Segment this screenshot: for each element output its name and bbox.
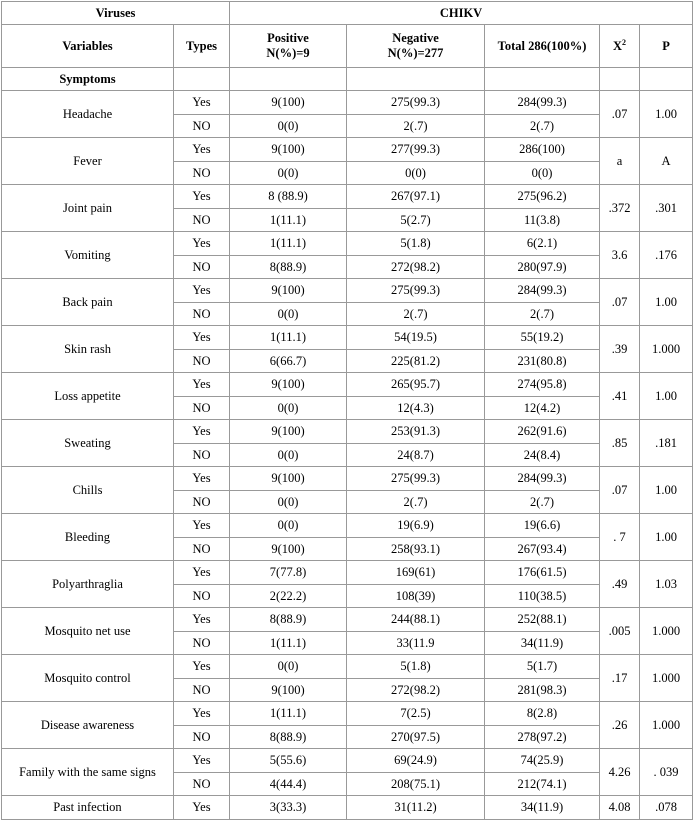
positive-cell: 0(0) [230,490,347,514]
total-cell: 0(0) [485,161,600,185]
negative-cell: 5(1.8) [347,655,485,679]
table-row [2,796,693,820]
table-row [2,373,693,397]
type-cell: Yes [174,514,230,538]
total-cell: 274(95.8) [485,373,600,397]
positive-header [230,25,347,68]
viruses-header: Viruses [2,2,230,25]
positive-cell: 3(33.3) [230,796,347,820]
negative-cell: 272(98.2) [347,255,485,279]
chi-square-cell: .07 [600,467,640,514]
negative-cell: 275(99.3) [347,91,485,115]
positive-cell: 8(88.9) [230,725,347,749]
negative-cell: 275(99.3) [347,467,485,491]
positive-cell: 0(0) [230,655,347,679]
positive-header-line1: Positive [267,31,309,45]
variable-cell: Disease awareness [2,702,174,749]
p-value-cell: 1.000 [640,655,693,702]
positive-cell: 1(11.1) [230,232,347,256]
total-header: Total 286(100%) [485,25,600,68]
negative-cell: 208(75.1) [347,772,485,796]
type-cell: Yes [174,796,230,820]
negative-header-line2: N(%)=277 [387,46,444,60]
negative-cell: 265(95.7) [347,373,485,397]
negative-cell: 54(19.5) [347,326,485,350]
positive-cell: 9(100) [230,467,347,491]
type-cell: NO [174,255,230,279]
variable-cell: Mosquito net use [2,608,174,655]
negative-cell: 2(.7) [347,114,485,138]
total-cell: 284(99.3) [485,467,600,491]
negative-cell: 225(81.2) [347,349,485,373]
type-cell: Yes [174,655,230,679]
chi-square-cell: .85 [600,420,640,467]
type-cell: Yes [174,279,230,303]
table-row [2,420,693,444]
positive-cell: 6(66.7) [230,349,347,373]
total-cell: 286(100) [485,138,600,162]
negative-cell: 24(8.7) [347,443,485,467]
chi-square-cell: 3.6 [600,232,640,279]
type-cell: Yes [174,561,230,585]
table-row [2,608,693,632]
total-cell: 267(93.4) [485,537,600,561]
chikv-header: CHIKV [230,2,693,25]
chi-square-cell: .372 [600,185,640,232]
variable-cell: Joint pain [2,185,174,232]
type-cell: NO [174,161,230,185]
p-value-cell: 1.000 [640,702,693,749]
variable-cell: Mosquito control [2,655,174,702]
total-cell: 11(3.8) [485,208,600,232]
table-row [2,138,693,162]
chi-square-cell: a [600,138,640,185]
chi-square-cell: .41 [600,373,640,420]
type-cell: NO [174,725,230,749]
chi-square-superscript: 2 [622,37,627,47]
positive-cell: 5(55.6) [230,749,347,773]
positive-header-line2: N(%)=9 [266,46,310,60]
positive-cell: 7(77.8) [230,561,347,585]
table-row [2,749,693,773]
empty-cell [174,68,230,91]
negative-header-line1: Negative [392,31,439,45]
table-row [2,232,693,256]
positive-cell: 0(0) [230,302,347,326]
table-row [2,91,693,115]
total-cell: 6(2.1) [485,232,600,256]
total-cell: 275(96.2) [485,185,600,209]
variable-cell: Headache [2,91,174,138]
negative-cell: 69(24.9) [347,749,485,773]
total-cell: 262(91.6) [485,420,600,444]
negative-cell: 272(98.2) [347,678,485,702]
total-cell: 278(97.2) [485,725,600,749]
chi-square-cell: 4.08 [600,796,640,820]
variable-cell: Past infection [2,796,174,820]
empty-cell [485,68,600,91]
positive-cell: 8 (88.9) [230,185,347,209]
total-cell: 110(38.5) [485,584,600,608]
type-cell: Yes [174,138,230,162]
empty-cell [640,68,693,91]
positive-cell: 9(100) [230,537,347,561]
p-value-header: P [640,25,693,68]
negative-cell: 253(91.3) [347,420,485,444]
positive-cell: 1(11.1) [230,631,347,655]
total-cell: 8(2.8) [485,702,600,726]
positive-cell: 0(0) [230,114,347,138]
p-value-cell: 1.00 [640,514,693,561]
positive-cell: 9(100) [230,420,347,444]
positive-cell: 9(100) [230,678,347,702]
total-cell: 284(99.3) [485,91,600,115]
chi-square-cell: .17 [600,655,640,702]
total-cell: 2(.7) [485,302,600,326]
type-cell: NO [174,678,230,702]
positive-cell: 2(22.2) [230,584,347,608]
chi-square-cell: .39 [600,326,640,373]
type-cell: Yes [174,702,230,726]
type-cell: NO [174,631,230,655]
total-cell: 212(74.1) [485,772,600,796]
negative-cell: 12(4.3) [347,396,485,420]
types-header: Types [174,25,230,68]
variable-cell: Fever [2,138,174,185]
table-row [2,655,693,679]
type-cell: Yes [174,749,230,773]
variable-cell: Bleeding [2,514,174,561]
p-value-cell: 1.000 [640,608,693,655]
positive-cell: 9(100) [230,279,347,303]
positive-cell: 9(100) [230,138,347,162]
p-value-cell: 1.03 [640,561,693,608]
variable-cell: Chills [2,467,174,514]
negative-cell: 267(97.1) [347,185,485,209]
empty-cell [347,68,485,91]
type-cell: Yes [174,373,230,397]
p-value-cell: 1.00 [640,279,693,326]
type-cell: NO [174,772,230,796]
variables-header: Variables [2,25,174,68]
variable-cell: Loss appetite [2,373,174,420]
table-row [2,702,693,726]
positive-cell: 1(11.1) [230,326,347,350]
negative-cell: 7(2.5) [347,702,485,726]
total-cell: 2(.7) [485,490,600,514]
total-cell: 252(88.1) [485,608,600,632]
empty-cell [230,68,347,91]
type-cell: Yes [174,185,230,209]
type-cell: NO [174,490,230,514]
positive-cell: 1(11.1) [230,208,347,232]
table-row [2,467,693,491]
p-value-cell: .301 [640,185,693,232]
negative-cell: 0(0) [347,161,485,185]
type-cell: NO [174,396,230,420]
negative-cell: 275(99.3) [347,279,485,303]
chi-square-cell: .005 [600,608,640,655]
table-row [2,514,693,538]
negative-header [347,25,485,68]
p-value-cell: .078 [640,796,693,820]
negative-cell: 108(39) [347,584,485,608]
p-value-cell: A [640,138,693,185]
variable-cell: Family with the same signs [2,749,174,796]
type-cell: NO [174,302,230,326]
table-row [2,326,693,350]
negative-cell: 33(11.9 [347,631,485,655]
positive-cell: 4(44.4) [230,772,347,796]
positive-cell: 1(11.1) [230,702,347,726]
p-value-cell: 1.00 [640,91,693,138]
positive-cell: 8(88.9) [230,608,347,632]
section-row [2,68,693,91]
positive-cell: 0(0) [230,443,347,467]
header-row-2 [2,25,693,68]
positive-cell: 8(88.9) [230,255,347,279]
variable-cell: Skin rash [2,326,174,373]
symptoms-label: Symptoms [2,68,174,91]
total-cell: 176(61.5) [485,561,600,585]
table-row [2,279,693,303]
total-cell: 280(97.9) [485,255,600,279]
negative-cell: 169(61) [347,561,485,585]
p-value-cell: . 039 [640,749,693,796]
total-cell: 284(99.3) [485,279,600,303]
positive-cell: 0(0) [230,514,347,538]
negative-cell: 2(.7) [347,490,485,514]
chi-square-header [600,25,640,68]
total-cell: 34(11.9) [485,631,600,655]
type-cell: Yes [174,326,230,350]
type-cell: NO [174,443,230,467]
chi-square-cell: 4.26 [600,749,640,796]
chi-square-cell: .07 [600,91,640,138]
negative-cell: 19(6.9) [347,514,485,538]
positive-cell: 0(0) [230,161,347,185]
table-row [2,185,693,209]
negative-cell: 244(88.1) [347,608,485,632]
type-cell: NO [174,584,230,608]
negative-cell: 258(93.1) [347,537,485,561]
negative-cell: 2(.7) [347,302,485,326]
variable-cell: Back pain [2,279,174,326]
negative-cell: 270(97.5) [347,725,485,749]
positive-cell: 9(100) [230,373,347,397]
negative-cell: 31(11.2) [347,796,485,820]
total-cell: 19(6.6) [485,514,600,538]
header-row-1 [2,2,693,25]
negative-cell: 5(1.8) [347,232,485,256]
negative-cell: 277(99.3) [347,138,485,162]
total-cell: 12(4.2) [485,396,600,420]
variable-cell: Vomiting [2,232,174,279]
positive-cell: 9(100) [230,91,347,115]
type-cell: NO [174,349,230,373]
negative-cell: 5(2.7) [347,208,485,232]
type-cell: NO [174,537,230,561]
total-cell: 281(98.3) [485,678,600,702]
total-cell: 2(.7) [485,114,600,138]
type-cell: NO [174,114,230,138]
variable-cell: Sweating [2,420,174,467]
table-row [2,561,693,585]
total-cell: 55(19.2) [485,326,600,350]
p-value-cell: .181 [640,420,693,467]
chi-square-symbol: X [613,39,623,53]
type-cell: Yes [174,467,230,491]
chi-square-cell: .07 [600,279,640,326]
positive-cell: 0(0) [230,396,347,420]
type-cell: Yes [174,91,230,115]
p-value-cell: 1.00 [640,467,693,514]
chikv-results-table [1,1,693,820]
p-value-cell: .176 [640,232,693,279]
total-cell: 5(1.7) [485,655,600,679]
total-cell: 74(25.9) [485,749,600,773]
chi-square-cell: .49 [600,561,640,608]
chi-square-cell: . 7 [600,514,640,561]
p-value-cell: 1.000 [640,326,693,373]
type-cell: Yes [174,232,230,256]
type-cell: Yes [174,420,230,444]
variable-cell: Polyarthraglia [2,561,174,608]
empty-cell [600,68,640,91]
total-cell: 231(80.8) [485,349,600,373]
total-cell: 24(8.4) [485,443,600,467]
type-cell: Yes [174,608,230,632]
p-value-cell: 1.00 [640,373,693,420]
total-cell: 34(11.9) [485,796,600,820]
chi-square-cell: .26 [600,702,640,749]
type-cell: NO [174,208,230,232]
